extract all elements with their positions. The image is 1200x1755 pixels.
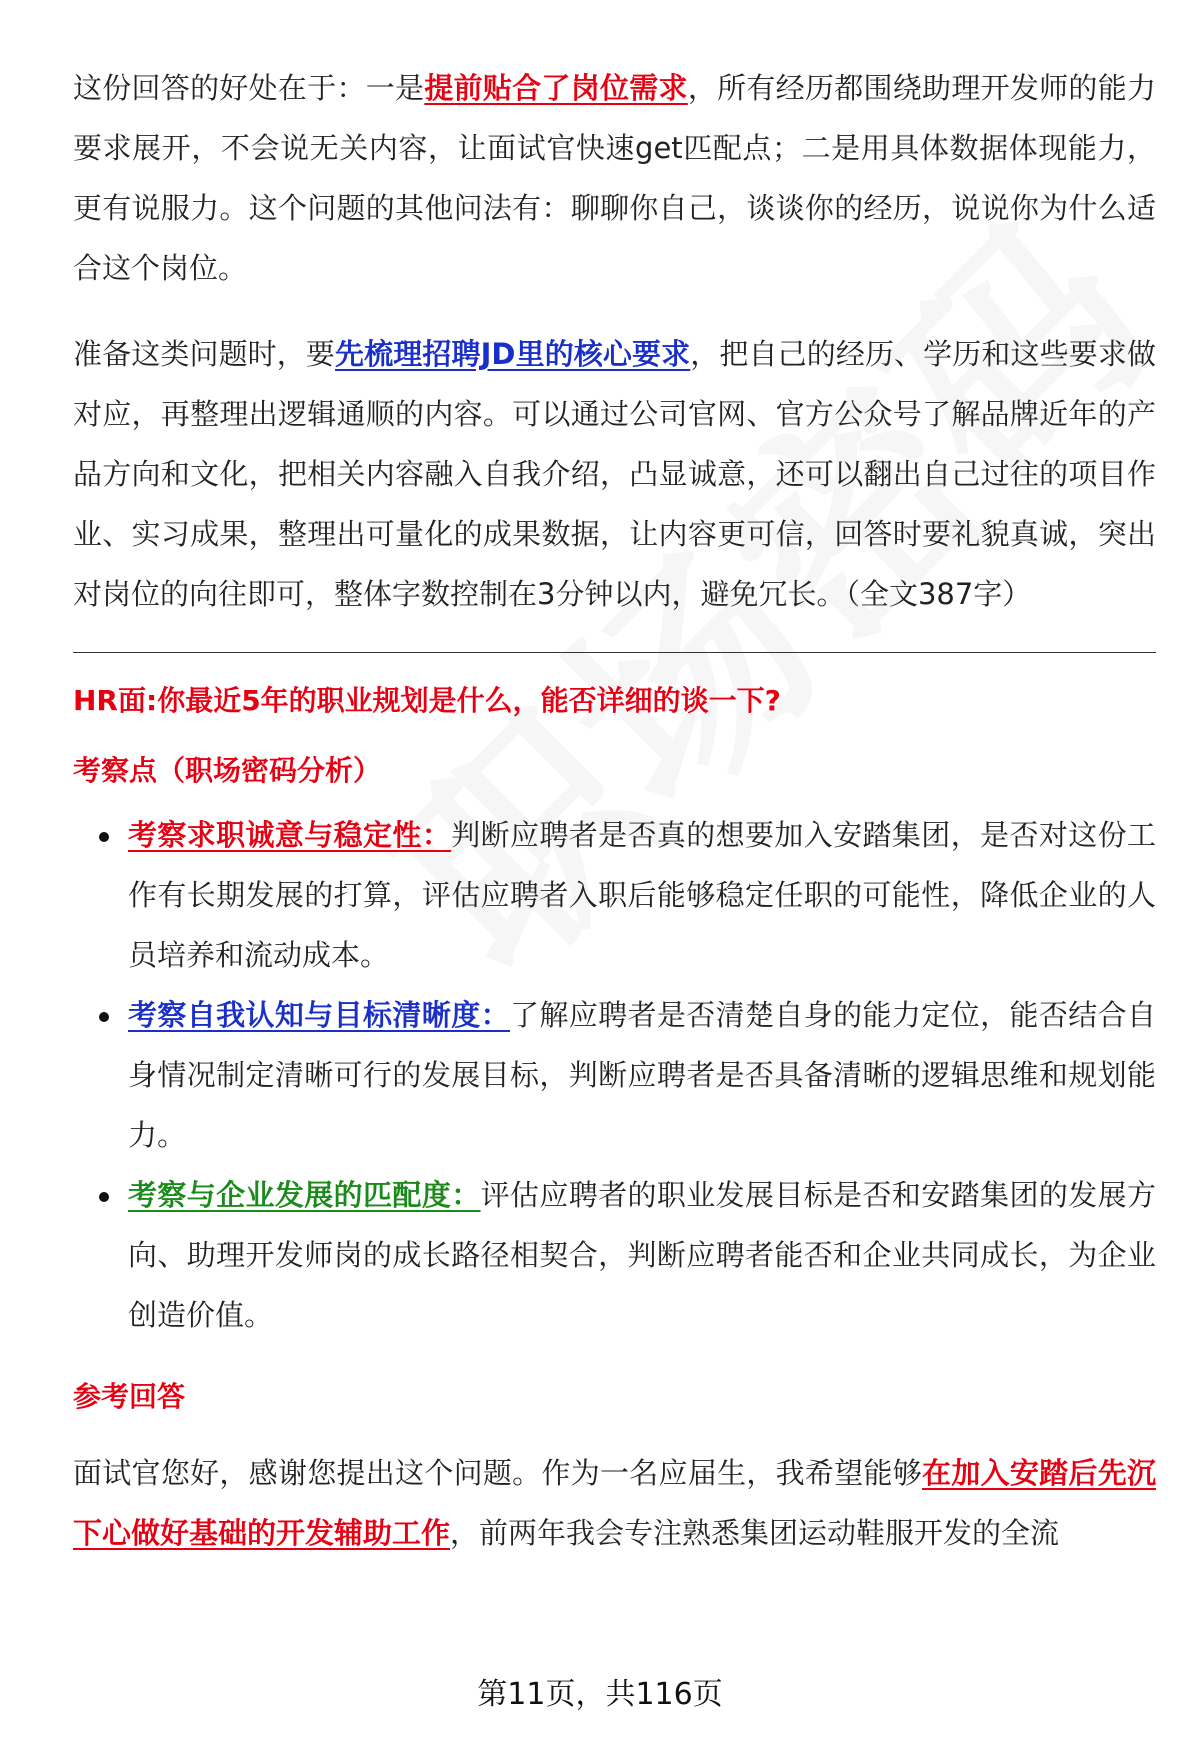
list-item [73, 985, 1156, 1165]
answer-title: 参考回答 [73, 1380, 186, 1413]
bullet-icon [99, 1012, 109, 1022]
section-divider [73, 652, 1156, 653]
highlight-red: 在加入安踏后先沉下心做好基础的开发辅助工作 [73, 1456, 1156, 1550]
list-item [73, 805, 1156, 985]
list-item [73, 1165, 1156, 1345]
page-number: 第11页，共116页 [477, 1677, 723, 1712]
paragraph-answer [73, 1443, 1156, 1563]
bullet-icon [99, 1192, 109, 1202]
point-text: 评估应聘者的职业发展目标是否和安踏集团的发展方向、助理开发师岗的成长路径相契合，判断应聘者能否和企业共同成长，为企业创造价值。 [128, 1178, 1156, 1332]
analysis-list [73, 805, 1156, 1345]
highlight-blue: 先梳理招聘JD里的核心要求 [335, 337, 691, 371]
text-span: ，所有经历都围绕助理开发师的能力要求展开，不会说无关内容，让面试官快速get匹配点；二是用具体数据体现能力，更有说服力。这个问题的其他问法有：聊聊你自己，谈谈你的经历，说说你为什么适合这个岗位。 [73, 71, 1156, 285]
paragraph-benefits [73, 58, 1156, 298]
analysis-title: 考察点（职场密码分析） [73, 754, 382, 787]
text-span: 面试官您好，感谢您提出这个问题。作为一名应届生，我希望能够 [73, 1456, 923, 1490]
bullet-icon [99, 832, 109, 842]
highlight-red: 提前贴合了岗位需求 [424, 71, 688, 105]
paragraph-preparation [73, 324, 1156, 624]
document-body [73, 58, 1156, 1563]
point-text: 了解应聘者是否清楚自身的能力定位，能否结合自身情况制定清晰可行的发展目标，判断应聘者是否具备清晰的逻辑思维和规划能力。 [128, 998, 1156, 1152]
text-span: 准备这类问题时，要 [73, 337, 336, 371]
point-label: 考察与企业发展的匹配度： [128, 1178, 481, 1212]
point-label: 考察自我认知与目标清晰度： [128, 998, 510, 1032]
text-span: 这份回答的好处在于：一是 [73, 71, 425, 105]
text-span: ，前两年我会专注熟悉集团运动鞋服开发的全流 [450, 1516, 1060, 1550]
text-span: ，把自己的经历、学历和这些要求做对应，再整理出逻辑通顺的内容。可以通过公司官网、官方公众号了解品牌近年的产品方向和文化，把相关内容融入自我介绍，凸显诚意，还可以翻出自己过往的项目作业、实习成果，整理出可量化的成果数据，让内容更可信，回答时要礼貌真诚，突出对岗位的向往即可，整体字数控制在3分钟以内，避免冗长。（全文387字） [73, 337, 1156, 611]
point-label: 考察求职诚意与稳定性： [128, 818, 452, 852]
point-text: 判断应聘者是否真的想要加入安踏集团，是否对这份工作有长期发展的打算，评估应聘者入职后能够稳定任职的可能性，降低企业的人员培养和流动成本。 [128, 818, 1156, 972]
question-title: HR面:你最近5年的职业规划是什么，能否详细的谈一下? [73, 684, 781, 717]
